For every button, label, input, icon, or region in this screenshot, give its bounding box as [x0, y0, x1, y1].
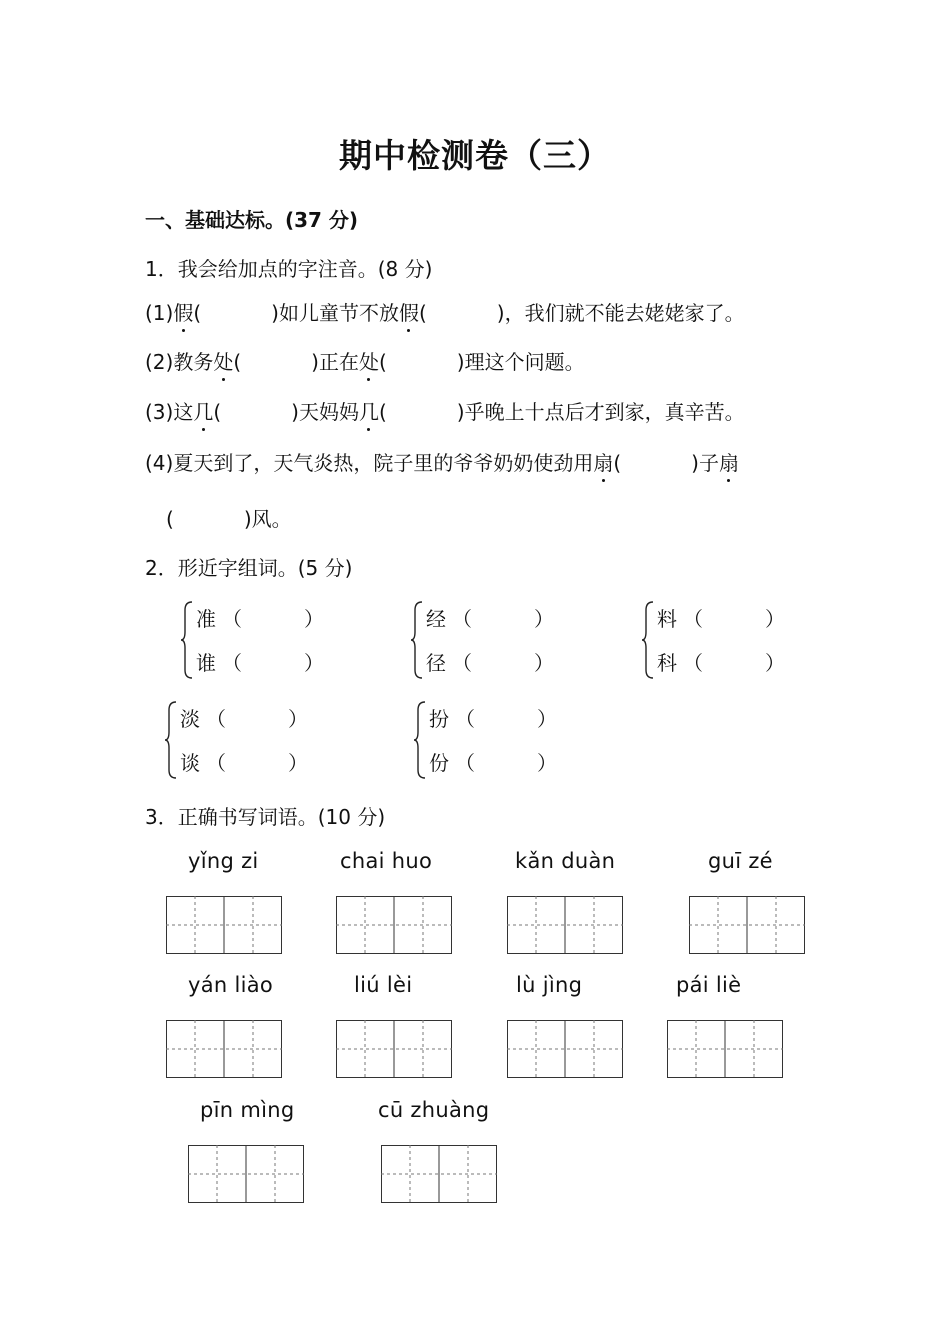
char-pair-item: 淡 （ ）	[180, 707, 308, 731]
char-pair-item: 径 （ ）	[426, 651, 554, 675]
writing-grid[interactable]	[336, 1020, 452, 1078]
dotted-char: 扇	[593, 447, 613, 476]
writing-grid[interactable]	[188, 1145, 304, 1203]
writing-grid[interactable]	[507, 1020, 623, 1078]
pinyin-label: pái liè	[676, 973, 742, 997]
dotted-char: 处	[213, 346, 233, 375]
writing-grid[interactable]	[166, 896, 282, 954]
char-pair-item: 份 （ ）	[429, 751, 557, 775]
dotted-char: 扇	[719, 447, 739, 476]
pinyin-label: lù jìng	[516, 973, 583, 997]
char-pair-item: 谁 （ ）	[196, 651, 324, 675]
question-3-heading: 3．正确书写词语。(10 分)	[145, 805, 386, 829]
pinyin-label: chai huo	[340, 849, 433, 873]
question-2-heading: 2．形近字组词。(5 分)	[145, 556, 353, 580]
pinyin-label: yǐng zi	[188, 849, 259, 873]
brace-icon	[410, 600, 424, 680]
writing-grid[interactable]	[381, 1145, 497, 1203]
char-pair-item: 料 （ ）	[657, 607, 785, 631]
brace-icon	[413, 700, 427, 780]
pinyin-label: kǎn duàn	[515, 849, 616, 873]
q1-line-2: (2)教务处( )正在处( )理这个问题。	[145, 346, 585, 375]
writing-grid[interactable]	[667, 1020, 783, 1078]
dotted-char: 假	[399, 297, 419, 326]
q1-line-3: (3)这几( )天妈妈几( )乎晚上十点后才到家，真辛苦。	[145, 396, 745, 425]
brace-icon	[164, 700, 178, 780]
char-pair-item: 经 （ ）	[426, 607, 554, 631]
writing-grid[interactable]	[689, 896, 805, 954]
char-pair-item: 科 （ ）	[657, 651, 785, 675]
pinyin-label: pīn mìng	[200, 1098, 295, 1122]
q1-line-5: ( )风。	[166, 507, 292, 531]
pinyin-label: guī zé	[708, 849, 773, 873]
writing-grid[interactable]	[166, 1020, 282, 1078]
dotted-char: 处	[359, 346, 379, 375]
dotted-char: 几	[193, 396, 213, 425]
page-title: 期中检测卷（三）	[339, 136, 611, 175]
brace-icon	[180, 600, 194, 680]
pinyin-label: cū zhuàng	[378, 1098, 490, 1122]
dotted-char: 几	[359, 396, 379, 425]
pinyin-label: yán liào	[188, 973, 274, 997]
brace-icon	[641, 600, 655, 680]
question-1-heading: 1．我会给加点的字注音。(8 分)	[145, 257, 433, 281]
writing-grid[interactable]	[507, 896, 623, 954]
q1-line-1: (1)假( )如儿童节不放假( )，我们就不能去姥姥家了。	[145, 297, 745, 326]
q1-line-4: (4)夏天到了，天气炎热，院子里的爷爷奶奶使劲用扇( )子扇	[145, 447, 739, 476]
writing-grid[interactable]	[336, 896, 452, 954]
char-pair-item: 谈 （ ）	[180, 751, 308, 775]
char-pair-item: 准 （ ）	[196, 607, 324, 631]
section-heading: 一、基础达标。(37 分)	[145, 208, 359, 232]
char-pair-item: 扮 （ ）	[429, 707, 557, 731]
pinyin-label: liú lèi	[354, 973, 413, 997]
dotted-char: 假	[173, 297, 193, 326]
